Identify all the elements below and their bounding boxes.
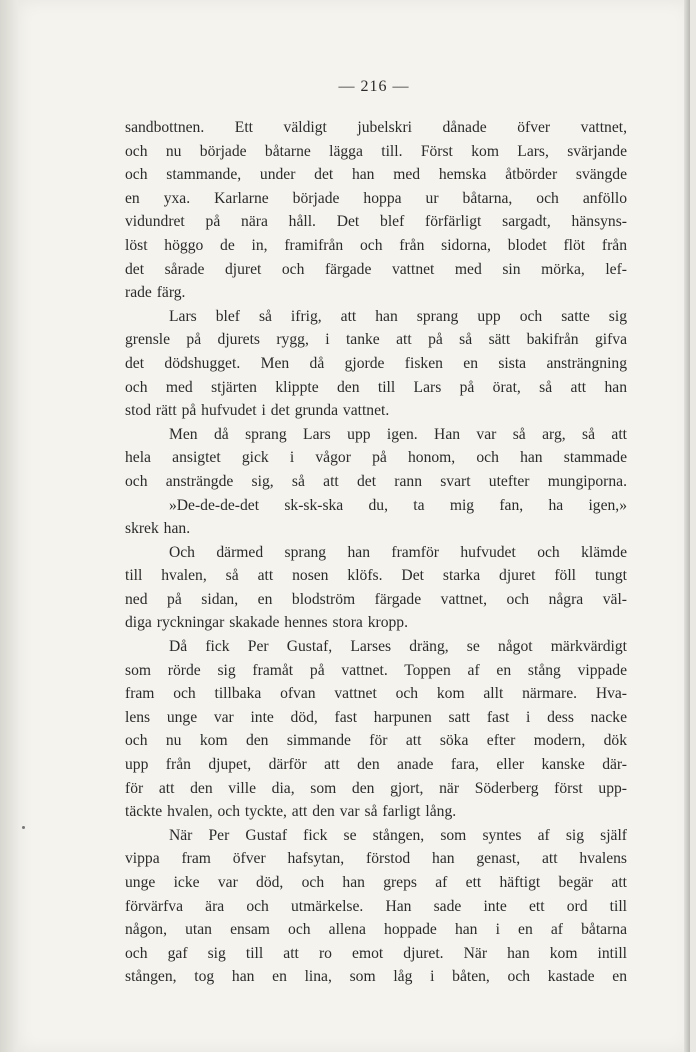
text-line: Och därmed sprang han framför hufvudet och klämde: [169, 543, 627, 561]
text-line: diga ryckningar skakade hennes stora kropp.: [125, 614, 408, 632]
text-line: det sårade djuret och färgade vattnet med sin mörka, lef-: [125, 260, 627, 278]
page-speck: [22, 826, 25, 829]
text-line: fram och tillbaka ofvan vattnet och kom allt närmare. Hva-: [125, 685, 627, 703]
text-line: grensle på djurets rygg, i tanke att på så sätt bakifrån gifva: [125, 331, 627, 349]
text-line: stod rätt på hufvudet i det grunda vattnet.: [125, 402, 390, 420]
text-line: vidundret på nära håll. Det blef förfärligt sargadt, hänsyns-: [125, 213, 627, 231]
text-line: vippa fram öfver hafsytan, förstod han genast, att hvalens: [125, 850, 627, 868]
page-number: — 216 —: [338, 78, 410, 95]
text-line: sandbottnen. Ett väldigt jubelskri dånade öfver vattnet,: [125, 119, 627, 136]
text-line: unge icke var död, och han greps af ett häftigt begär att: [125, 874, 627, 891]
text-line: och nu började båtarne lägga till. Först kom Lars, svärjande: [125, 142, 627, 160]
text-line: och gaf sig till att ro emot djuret. När han kom intill: [125, 944, 627, 962]
text-line: och ansträngde sig, så att det rann svart utefter mungiporna.: [125, 472, 627, 490]
text-line: som rörde sig framåt på vattnet. Toppen af en stång vippade: [125, 661, 627, 679]
text-line: någon, utan ensam och allena hoppade han i en af båtarna: [125, 921, 627, 939]
text-line: det dödshugget. Men då gjorde fisken en sista ansträngning: [125, 354, 627, 372]
text-line: upp från djupet, därför att den anade fara, eller kanske där-: [125, 756, 627, 774]
text-line: Då fick Per Gustaf, Larses dräng, se något märkvärdigt: [169, 638, 627, 656]
text-line: skrek han.: [125, 520, 191, 538]
text-line: »De-de-de-det sk-sk-ska du, ta mig fan, ha igen,»: [169, 496, 627, 514]
spine-shadow: [0, 0, 18, 1052]
text-line: en yxa. Karlarne började hoppa ur båtarna, och anföllo: [125, 189, 627, 207]
text-line: och med stjärten klippte den till Lars på örat, så att han: [125, 378, 627, 396]
text-line: förvärfva ära och utmärkelse. Han sade inte ett ord till: [125, 897, 627, 915]
text-line: täckte hvalen, och tyckte, att den var så farligt lång.: [125, 803, 457, 821]
text-line: Men då sprang Lars upp igen. Han var så arg, så att: [169, 425, 627, 443]
text-line: till hvalen, så att nosen klöfs. Det starka djuret föll tungt: [125, 567, 627, 585]
text-line: löst höggo de in, framifrån och från sidorna, blodet flöt från: [125, 236, 627, 254]
text-line: och stammande, under det han med hemska åtbörder svängde: [125, 166, 627, 184]
text-line: ned på sidan, en blodström färgade vattnet, och några väl-: [125, 590, 627, 608]
text-line: och nu kom den simmande för att söka efter modern, dök: [125, 732, 627, 750]
text-line: för att den ville dia, som den gjort, när Söderberg först upp-: [125, 779, 627, 797]
body-text: [125, 116, 627, 989]
text-line: lens unge var inte död, fast harpunen satt fast i dess nacke: [125, 708, 627, 726]
text-line: stången, tog han en lina, som låg i båten, och kastade en: [125, 968, 627, 986]
text-line: rade färg.: [125, 284, 186, 302]
page-edge: [684, 0, 690, 1052]
text-line: När Per Gustaf fick se stången, som syntes af sig själf: [169, 826, 627, 844]
text-line: Lars blef så ifrig, att han sprang upp och satte sig: [169, 307, 627, 325]
text-line: hela ansigtet gick i vågor på honom, och han stammade: [125, 449, 627, 467]
